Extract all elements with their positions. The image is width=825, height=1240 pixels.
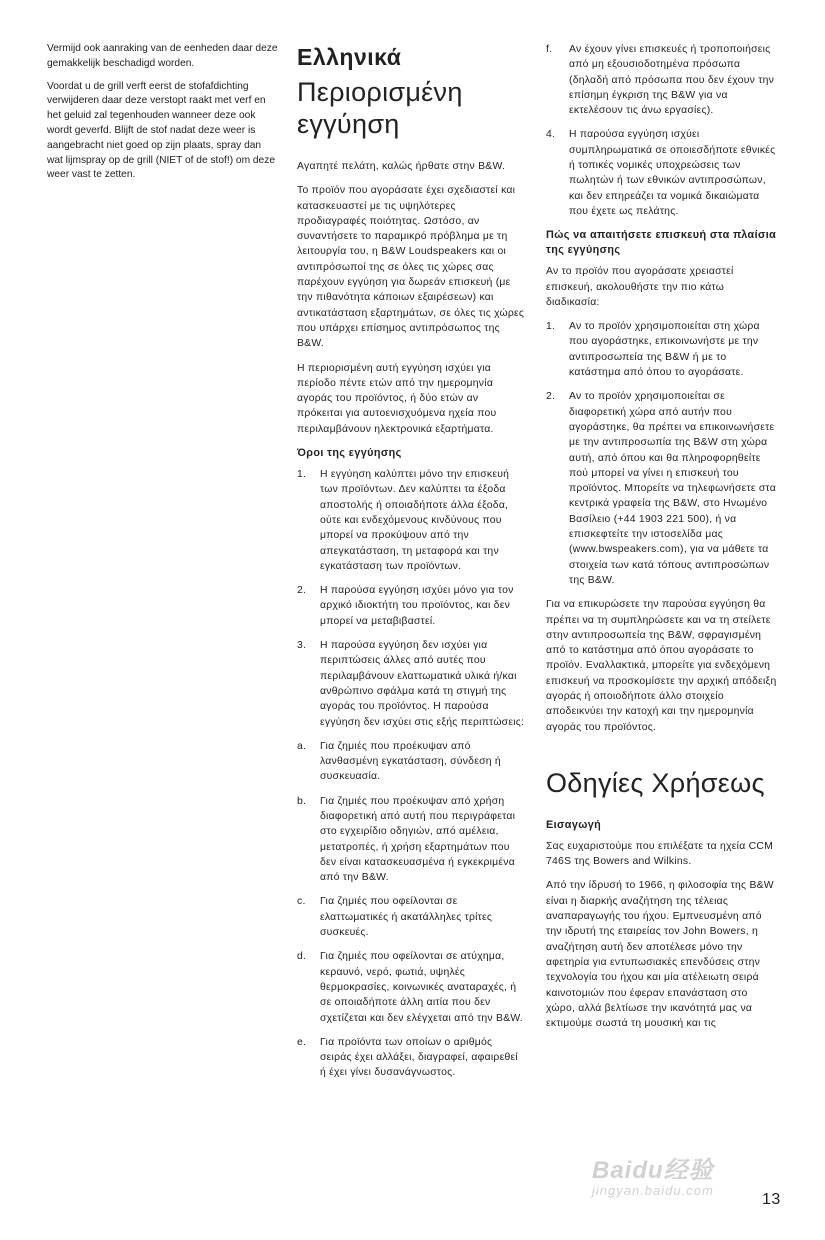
baidu-watermark xyxy=(592,1150,714,1198)
introduction-heading: Εισαγωγή xyxy=(546,818,602,831)
watermark-logo-text: Baidu经验 xyxy=(592,1157,714,1184)
claim-outro: Για να επικυρώσετε την παρούσα εγγύηση θα πρέπει να τη συμπληρώσετε και να τη στείλετε στην αντιπροσωπεία της B&W, σφραγισμένη από το κατάστημα από όπου αγοράσατε το προϊόν. Εναλλακτικά, μπορείτε για ενδεχόμενη επισκευή να προσκομίσετε την αρχική απόδειξη αγοράς ή οποιοδήποτε άλλο στοιχείο αποδεικνύει την κατοχή και την ημερομηνία αγοράς του προϊόντος. xyxy=(546,599,777,733)
list-text: Η παρούσα εγγύηση ισχύει συμπληρωματικά σε οποιεσδήποτε εθνικές ή τοπικές νομικές υποχρεώσεις των πωλητών ή των εθνικών αντιπροσώπων, και δεν επηρεάζει τα νομικά δικαιώματα που έχετε ως πελάτης. xyxy=(569,129,776,217)
dutch-column xyxy=(47,42,279,191)
list-item xyxy=(546,42,778,118)
list-text: Για ζημιές που οφείλονται σε ελαττωματικές ή ακατάλληλες τρίτες συσκευές. xyxy=(320,896,493,939)
intro-paragraph: Το προϊόν που αγοράσατε έχει σχεδιαστεί και κατασκευαστεί με τις υψηλότερες προδιαγραφές ποιότητας. Ωστόσο, αν συναντήσετε το παραμικρό πρόβλημα με τη λειτουργία του, η B&W Loudspeakers και οι αντιπρόσωποί της σε όλες τις χώρες σας παρέχουν εγγύηση για δωρεάν επισκευή (με την πιθανότητα κάποιων εξαιρέσεων) και αντικατάσταση εξαρτημάτων, σε όλες τις χώρες που υπάρχει επίσημος αντιπρόσωπος της B&W. xyxy=(297,185,525,350)
list-item xyxy=(297,794,525,886)
list-marker: 4. xyxy=(546,129,556,141)
dutch-paragraph: Vermijd ook aanraking van de eenheden daar deze gemakkelijk beschadigd worden. xyxy=(47,43,278,69)
list-item xyxy=(546,319,778,380)
list-text: Για ζημιές που οφείλονται σε ατύχημα, κεραυνό, νερό, φωτιά, υψηλές θερμοκρασίες, κοινωνικές αναταραχές, ή σε οποιαδήποτε άλλη αιτία που δεν σχετίζεται και δεν ελέγχεται από την B&W. xyxy=(320,951,523,1024)
list-marker: b. xyxy=(297,795,307,807)
warranty-title: Περιορισμένη εγγύηση xyxy=(297,77,463,139)
list-item xyxy=(546,127,778,219)
list-marker: a. xyxy=(297,740,307,752)
intro-paragraph: Αγαπητέ πελάτη, καλώς ήρθατε στην B&W. xyxy=(297,161,506,172)
list-item xyxy=(546,389,778,588)
list-marker: e. xyxy=(297,1036,307,1048)
dutch-paragraph: Voordat u de grill verft eerst de stofafdichting verwijderen daar deze verstopt raakt met verf en het geluid zal tegenhouden wanneer deze ook wordt geverfd. Blijft de stof nadat deze weer is aangebracht niet goed op zijn plaats, spray dan wat lijmspray op de grill (NIET of de stof!) om deze weer vast te zetten. xyxy=(47,80,275,181)
list-text: Αν έχουν γίνει επισκευές ή τροποποιήσεις από μη εξουσιοδοτημένα πρόσωπα (δηλαδή από πρόσωπα που δεν έχουν την επίσημη έγκριση της B&W για να εκτελέσουν τις άνω εργασίες). xyxy=(569,44,775,117)
terms-list xyxy=(297,467,525,1081)
watermark-url: jingyan.baidu.com xyxy=(592,1183,714,1198)
list-text: Για ζημιές που προέκυψαν από λανθασμένη εγκατάσταση, σύνδεση ή συσκευασία. xyxy=(320,740,501,783)
greek-instructions-column xyxy=(546,42,778,1040)
list-item xyxy=(297,467,525,574)
list-marker: d. xyxy=(297,951,307,963)
terms-heading: Όροι της εγγύησης xyxy=(297,447,402,460)
list-marker: c. xyxy=(297,896,306,908)
list-text: Αν το προϊόν χρησιμοποιείται στη χώρα που αγοράστηκε, επικοινωνήστε με την αντιπροσωπεία της B&W ή με το κατάστημα από όπου το αγοράσατε. xyxy=(569,321,760,379)
list-item xyxy=(297,949,525,1025)
list-item xyxy=(297,1035,525,1081)
list-item xyxy=(297,638,525,730)
claim-steps xyxy=(546,319,778,588)
list-marker: 2. xyxy=(297,585,307,597)
list-text: Η παρούσα εγγύηση δεν ισχύει για περιπτώσεις άλλες από αυτές που περιλαμβάνουν ελαττωματικά υλικά ή/και ανθρώπινο σφάλμα κατά τη στιγμή της αγοράς του προϊόντος. Η παρούσα εγγύηση δεν ισχύει στις εξής περιπτώσεις: xyxy=(320,640,525,728)
list-text: Για προϊόντα των οποίων ο αριθμός σειράς έχει αλλάξει, διαγραφεί, αφαιρεθεί ή έχει γίνει δυσανάγνωστος. xyxy=(320,1036,518,1079)
introduction-paragraph: Από την ίδρυσή το 1966, η φιλοσοφία της B&W είναι η διαρκής αναζήτηση της τέλειας αναπαραγωγής του ήχου. Εμπνευσμένη από την ιδρυτή της εταιρείας τον John Bowers, η αναζήτηση αυτή δεν αποτέλεσε μόνο την αφετηρία για εντυπωσιακές επενδύσεις στην τεχνολογία του ήχου και μία ατέλειωτη σειρά καινοτομιών που έφεραν επανάσταση στο χώρο, αλλά βελτίωσε την ικανότητά μας να εκτιμούμε σωστά τη μουσική και τις xyxy=(546,880,774,1030)
language-heading: Ελληνικά xyxy=(297,44,402,70)
introduction-paragraph: Σας ευχαριστούμε που επιλέξατε τα ηχεία CCM 746S της Bowers and Wilkins. xyxy=(546,840,774,868)
list-text: Η εγγύηση καλύπτει μόνο την επισκευή των προϊόντων. Δεν καλύπτει τα έξοδα αποστολής ή οποιαδήποτε άλλα έξοδα, ούτε και ενδεχόμενους κινδύνους που μπορεί να προκύψουν από την απεγκατάσταση, τη μεταφορά και την εγκατάσταση των προϊόντων. xyxy=(320,469,510,572)
list-text: Για ζημιές που προέκυψαν από χρήση διαφορετική από αυτή που περιγράφεται στο εγχειρίδιο οδηγιών, από αμέλεια, μετατροπές, ή χρήση εξαρτημάτων που δεν είναι κατασκευασμένα ή εγκεκριμένα από την B&W. xyxy=(320,795,516,884)
list-marker: 2. xyxy=(546,391,556,403)
list-marker: f. xyxy=(546,44,553,55)
greek-warranty-column xyxy=(297,42,525,1090)
list-marker: 3. xyxy=(297,640,307,652)
page-number: 13 xyxy=(762,1191,781,1208)
list-marker: 1. xyxy=(546,321,556,333)
claim-heading: Πώς να απαιτήσετε επισκευή στα πλαίσια της εγγύησης xyxy=(546,229,777,257)
list-item xyxy=(297,894,525,940)
terms-list-continued xyxy=(546,42,778,219)
list-item xyxy=(297,739,525,785)
list-item xyxy=(297,583,525,629)
list-marker: 1. xyxy=(297,469,307,481)
intro-paragraph: Η περιορισμένη αυτή εγγύηση ισχύει για περίοδο πέντε ετών από την ημερομηνία αγοράς του προϊόντος, ή δύο ετών αν πρόκειται για αυτοενισχυόμενα ηχεία που περιλαμβάνουν ηλεκτρονικά εξαρτήματα. xyxy=(297,362,497,435)
instructions-title: Οδηγίες Χρήσεως xyxy=(546,767,765,798)
claim-intro: Αν το προϊόν που αγοράσατε χρειαστεί επισκευή, ακολουθήστε την πιο κάτω διαδικασία: xyxy=(546,266,734,308)
list-text: Αν το προϊόν χρησιμοποιείται σε διαφορετική χώρα από αυτήν που αγοράστηκε, θα πρέπει να επικοινωνήσετε με την αντιπροσωπία της B&W στη χώρα αυτή, από όπου και θα πληροφορηθείτε πού μπορεί να γίνει η επισκευή του προϊόντος. Μπορείτε να τηλεφωνήσετε στα κεντρικά γραφεία της B&W, στο Ηνωμένο Βασίλειο (+44 1903 221 500), ή να επισκεφτείτε την ιστοσελίδα μας (www.bwspeakers.com), για να μάθετε τα στοιχεία των κατά τόπους αντιπροσώπων της B&W. xyxy=(569,391,777,586)
list-text: Η παρούσα εγγύηση ισχύει μόνο για τον αρχικό ιδιοκτήτη του προϊόντος, και δεν μπορεί να μεταβιβαστεί. xyxy=(320,585,514,627)
